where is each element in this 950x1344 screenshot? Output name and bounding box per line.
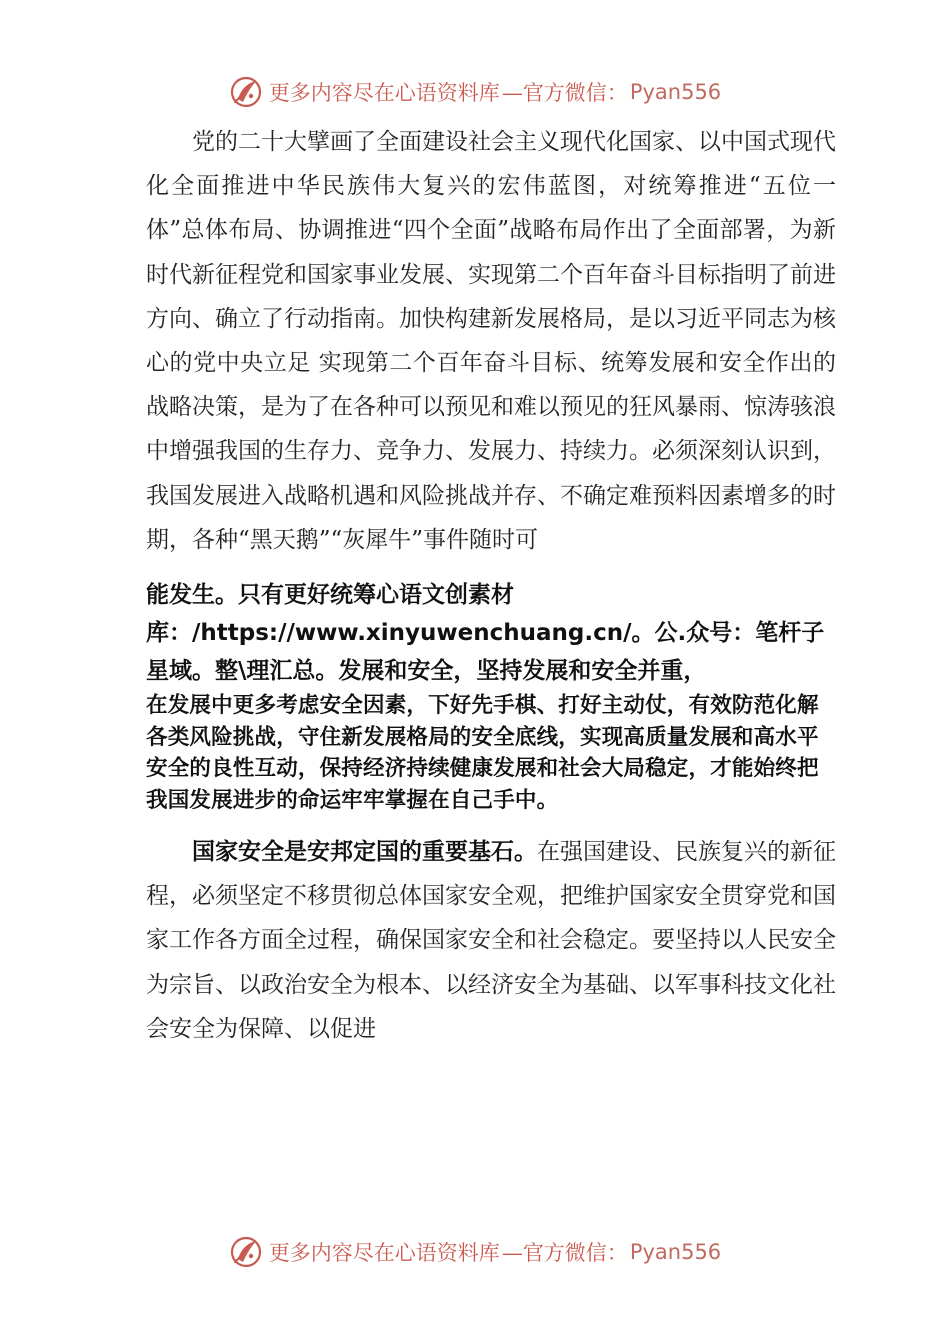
banner-wechat-id: Pyan556: [629, 80, 722, 104]
banner-separator: —官方微信：: [501, 81, 628, 105]
bold-text-large: 能发生。只有更好统筹心语文创素材库：/https://www.xinyuwenchuang.cn/。公.众号：笔杆子星域。整\理汇总。发展和安全，坚持发展和安全并重，: [146, 582, 825, 685]
paragraph-national-security: [146, 830, 836, 1051]
banner-wechat-id: Pyan556: [629, 1240, 722, 1264]
banner-text: 更多内容尽在心语资料库: [268, 1241, 500, 1265]
document-body: [146, 120, 836, 1051]
header-watermark-banner: [0, 72, 950, 112]
footer-watermark-banner: [0, 1232, 950, 1272]
banner-separator: —官方微信：: [501, 1241, 628, 1265]
library-logo-icon: [229, 75, 263, 109]
paragraph-lead-sentence: 国家安全是安邦定国的重要基石。: [192, 839, 537, 866]
library-logo-icon: [229, 1235, 263, 1269]
paragraph-development-pattern: 党的二十大擘画了全面建设社会主义现代化国家、以中国式现代化全面推进中华民族伟大复兴的宏伟蓝图，对统筹推进“五位一体”总体布局、协调推进“四个全面”战略布局作出了全面部署，为新时代新征程党和国家事业发展、实现第二个百年奋斗目标指明了前进方向、确立了行动指南。加快构建新发展格局，是以习近平同志为核心的党中央立足 实现第二个百年奋斗目标、统筹发展和安全作出的战略决策，是为了在各种可以预见和难以预见的狂风暴雨、惊涛骇浪中增强我国的生存力、竞争力、发展力、持续力。必须深刻认识到，我国发展进入战略机遇和风险挑战并存、不确定难预料因素增多的时期，各种“黑天鹅”“灰犀牛”事件随时可: [146, 129, 836, 553]
paragraph-security-emphasis: [146, 576, 836, 816]
paragraph-body-text: 在强国建设、民族复兴的新征程，必须坚定不移贯彻总体国家安全观，把维护国家安全贯穿党和国家工作各方面全过程，确保国家安全和社会稳定。要坚持以人民安全为宗旨、以政治安全为根本、以经济安全为基础、以军事科技文化社会安全为保障、以促进: [146, 839, 836, 1042]
bold-text-small: 在发展中更多考虑安全因素，下好先手棋、打好主动仗，有效防范化解各类风险挑战，守住新发展格局的安全底线，实现高质量发展和高水平安全的良性互动，保持经济持续健康发展和社会大局稳定，才能始终把我国发展进步的命运牢牢掌握在自己手中。: [146, 693, 819, 813]
banner-text: 更多内容尽在心语资料库: [268, 81, 500, 105]
